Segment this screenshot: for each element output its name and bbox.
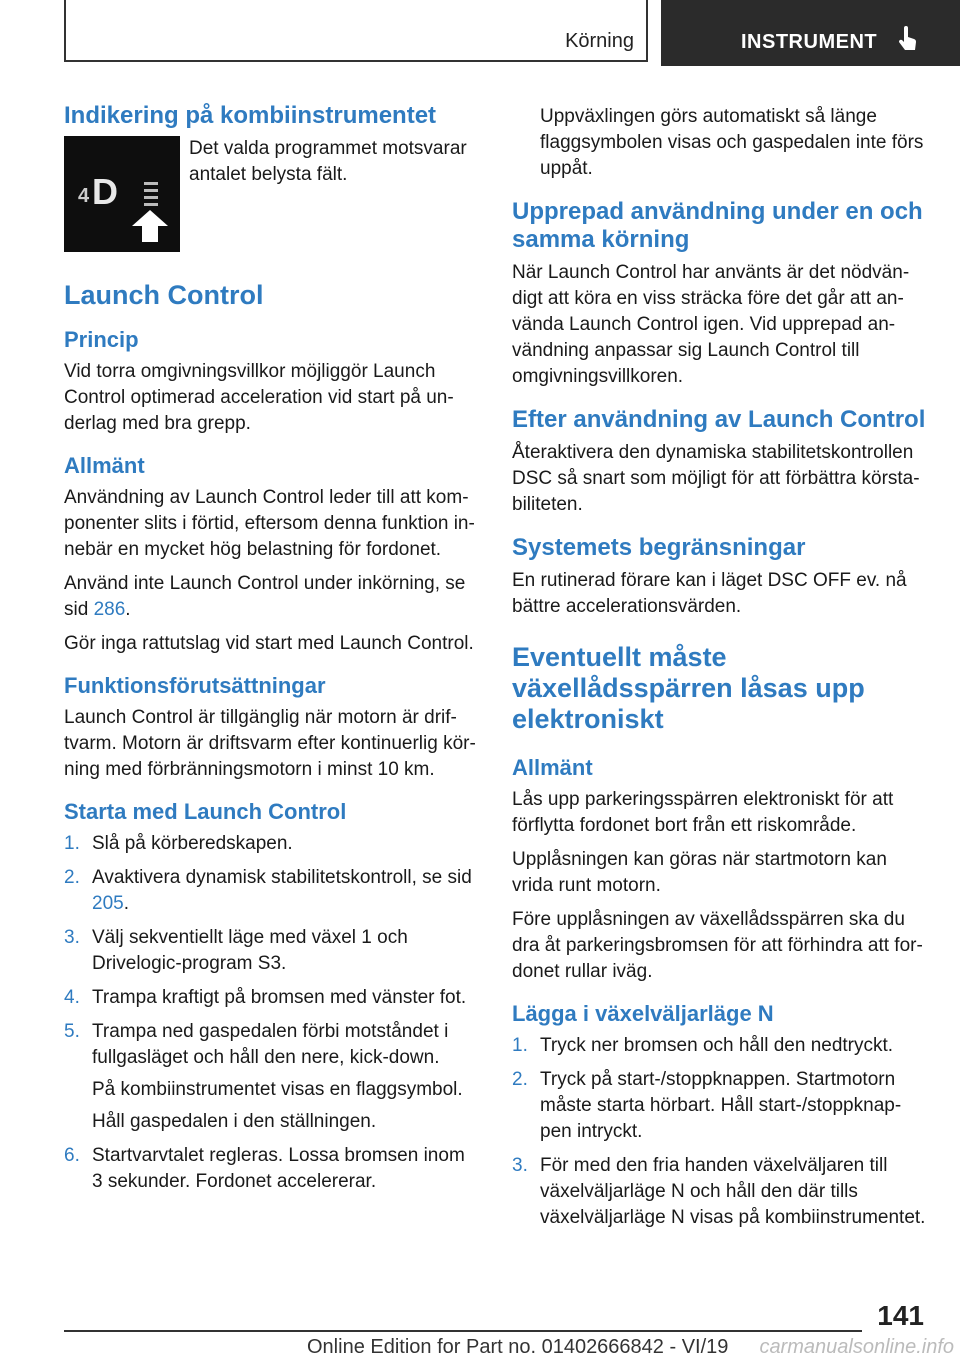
allmant-text-2: Använd inte Launch Control under inkörning, se sid 286.: [64, 573, 466, 620]
heading-princip: Princip: [64, 327, 139, 352]
heading-efter: Efter användning av Launch Control: [512, 406, 926, 433]
list-item: 1. Tryck ner bromsen och håll den nedtryckt.: [512, 1035, 894, 1056]
gear-digit: 4: [78, 185, 90, 207]
footer-divider: [64, 1330, 862, 1332]
list-item: 2. Tryck på start-/stoppknappen. Startmotorn måste starta hörbart. Håll start-/stoppknappen intryckt.: [512, 1069, 902, 1142]
heading-starta: Starta med Launch Control: [64, 799, 347, 824]
gear-letter: D: [92, 171, 118, 212]
list-item: 5. Trampa ned gaspedalen förbi motståndet i fullgasläget och håll den nere, kick-down. På kombiinstrumentet visas en flaggsymbol. Håll gaspedalen i den ställningen.: [64, 1019, 478, 1135]
starta-steps: [64, 831, 478, 1195]
list-item: 2. Avaktivera dynamisk stabilitetskontroll, se sid 205.: [64, 867, 472, 914]
heading-launch-control: Launch Control: [64, 280, 264, 310]
page-link-205[interactable]: 205: [92, 893, 124, 914]
princip-text: Vid torra omgivningsvillkor möjliggör Launch Control optimerad acceleration vid start på underlag med bra grepp.: [64, 361, 454, 434]
list-item: 3. För med den fria handen växelväljaren till växelväljarläge N och håll den där tills växelväljarläge N visas på kombiinstrumentet.: [512, 1155, 926, 1228]
right-column: [512, 104, 926, 1239]
watermark: carmanualsonline.info: [759, 1336, 954, 1358]
page-header: [0, 0, 960, 66]
heading-system: Systemets begränsningar: [512, 534, 806, 561]
efter-text: Återaktivera den dynamiska stabilitetskontrollen DSC så snart som möjligt för att förbättra körstabiliteten.: [512, 442, 920, 515]
heading-allmant-2: Allmänt: [512, 755, 593, 780]
list-item: 3. Välj sekventiellt läge med växel 1 och Drivelogic-program S3.: [64, 927, 408, 974]
page-link-286[interactable]: 286: [93, 599, 126, 620]
heading-upprepad: Upprepad användning under en och samma körning: [512, 198, 923, 253]
heading-allmant: Allmänt: [64, 453, 145, 478]
left-column: [64, 100, 478, 1203]
header-section: INSTRUMENT: [741, 31, 878, 53]
edition-text: Online Edition for Part no. 01402666842 - VI/19: [307, 1336, 729, 1358]
heading-funktionsforutsattningar: Funktionsförutsättningar: [64, 673, 326, 698]
hand-touch-icon: [897, 26, 919, 52]
continued-text: Uppväxlingen görs automatiskt så länge flaggsymbolen visas och gaspedalen inte förs uppåt.: [540, 106, 924, 179]
header-section-box: [661, 0, 960, 66]
allmant2-text-2: Upplåsningen kan göras när startmotorn kan vrida runt motorn.: [512, 849, 887, 896]
list-item: 6. Startvarvtalet regleras. Lossa bromsen inom 3 sekunder. Fordonet accelererar.: [64, 1145, 465, 1192]
step-5-note-2: Håll gaspedalen i den ställningen.: [92, 1111, 377, 1132]
indikering-text: Det valda programmet motsvarar antalet belysta fält.: [189, 138, 467, 185]
system-text: En rutinerad förare kan i läget DSC OFF ev. nå bättre accelerationsvärden.: [512, 570, 907, 617]
heading-lagga: Lägga i växelväljarläge N: [512, 1001, 774, 1026]
allmant2-text-1: Lås upp parkeringsspärren elektroniskt för att förflytta fordonet bort från ett riskområde.: [512, 789, 894, 836]
gear-indicator-icon: [64, 136, 180, 252]
header-chapter: Körning: [565, 30, 634, 52]
list-item: 1. Slå på körberedskapen.: [64, 833, 293, 854]
funk-text: Launch Control är tillgänglig när motorn är driftvarm. Motorn är driftsvarm efter kontinuerlig körning med förbränningsmotorn i minst 10 km.: [64, 707, 476, 780]
dashboard-figure: [64, 136, 478, 254]
page-number: 141: [877, 1300, 924, 1331]
allmant-text-1: Användning av Launch Control leder till att komponenter slits i förtid, eftersom denna funktion innebär en mycket hög belastning för fordonet.: [64, 487, 475, 560]
step-5-note-1: På kombiinstrumentet visas en flaggsymbol.: [92, 1079, 463, 1100]
heading-eventuellt: Eventuellt måste växellådsspärren låsas upp elektroniskt: [512, 642, 865, 734]
lagga-steps: [512, 1033, 926, 1231]
heading-indikering: Indikering på kombiinstrumentet: [64, 102, 437, 129]
list-item: 4. Trampa kraftigt på bromsen med vänster fot.: [64, 987, 467, 1008]
allmant-text-3: Gör inga rattutslag vid start med Launch Control.: [64, 633, 474, 654]
header-chapter-box: [64, 0, 648, 62]
allmant2-text-3: Före upplåsningen av växellådsspärren ska du dra åt parkeringsbromsen för att förhindra att fordonet rullar iväg.: [512, 909, 923, 982]
upprepad-text: När Launch Control har använts är det nödvändigt att köra en viss sträcka före det går att använda Launch Control igen. Vid upprepad användning anpassar sig Launch Control till omgivningsvillkoren.: [512, 262, 910, 387]
